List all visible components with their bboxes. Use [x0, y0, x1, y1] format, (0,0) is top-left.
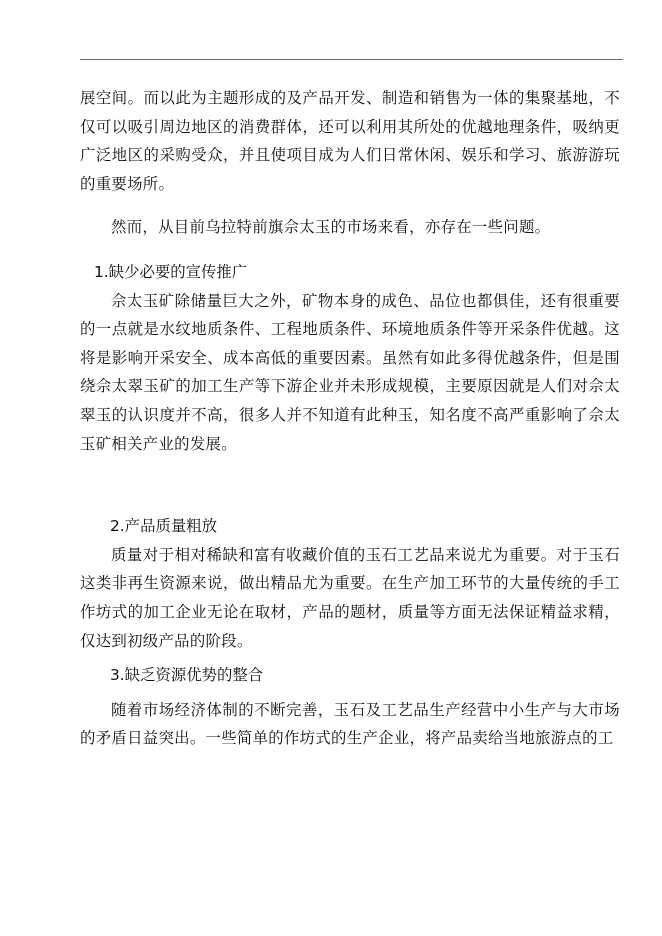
- heading-product-quality: 2.产品质量粗放: [110, 517, 218, 536]
- paragraph-intro-continued: 展空间。而以此为主题形成的及产品开发、制造和销售为一体的集聚基地，不仅可以吸引周边地区的消费群体，还可以利用其所处的优越地理条件，吸纳更广泛地区的采购受众，并且使项目成为人们日常休闲、娱乐和学习、旅游游玩的重要场所。: [80, 89, 620, 193]
- paragraph-promotion: 佘太玉矿除储量巨大之外，矿物本身的成色、品位也都俱佳，还有很重要的一点就是水纹地质条件、工程地质条件、环境地质条件等开采条件优越。这将是影响开采安全、成本高低的重要因素。虽然有如此多得优越条件，但是围绕佘太翠玉矿的加工生产等下游企业并未形成规模，主要原因就是人们对佘太翠玉的认识度并不高，很多人并不知道有此种玉，知名度不高严重影响了佘太玉矿相关产业的发展。: [80, 291, 620, 453]
- paragraph-resource-integration: 随着市场经济体制的不断完善，玉石及工艺品生产经营中小生产与大市场的矛盾日益突出。一些简单的作坊式的生产企业，将产品卖给当地旅游点的工: [80, 700, 620, 748]
- heading-lack-of-promotion: 1.缺少必要的宣传推广: [94, 262, 248, 281]
- document-body: [80, 84, 620, 753]
- heading-resource-integration: 3.缺乏资源优势的整合: [110, 666, 264, 685]
- paragraph-market-issues: 然而，从目前乌拉特前旗佘太玉的市场来看，亦存在一些问题。: [111, 218, 551, 237]
- paragraph-product-quality: 质量对于相对稀缺和富有收藏价值的玉石工艺品来说尤为重要。对于玉石这类非再生资源来说，做出精品尤为重要。在生产加工环节的大量传统的手工作坊式的加工企业无论在取材，产品的题材，质量等方面无法保证精益求精，仅达到初级产品的阶段。: [80, 545, 620, 650]
- header-rule: [80, 59, 623, 60]
